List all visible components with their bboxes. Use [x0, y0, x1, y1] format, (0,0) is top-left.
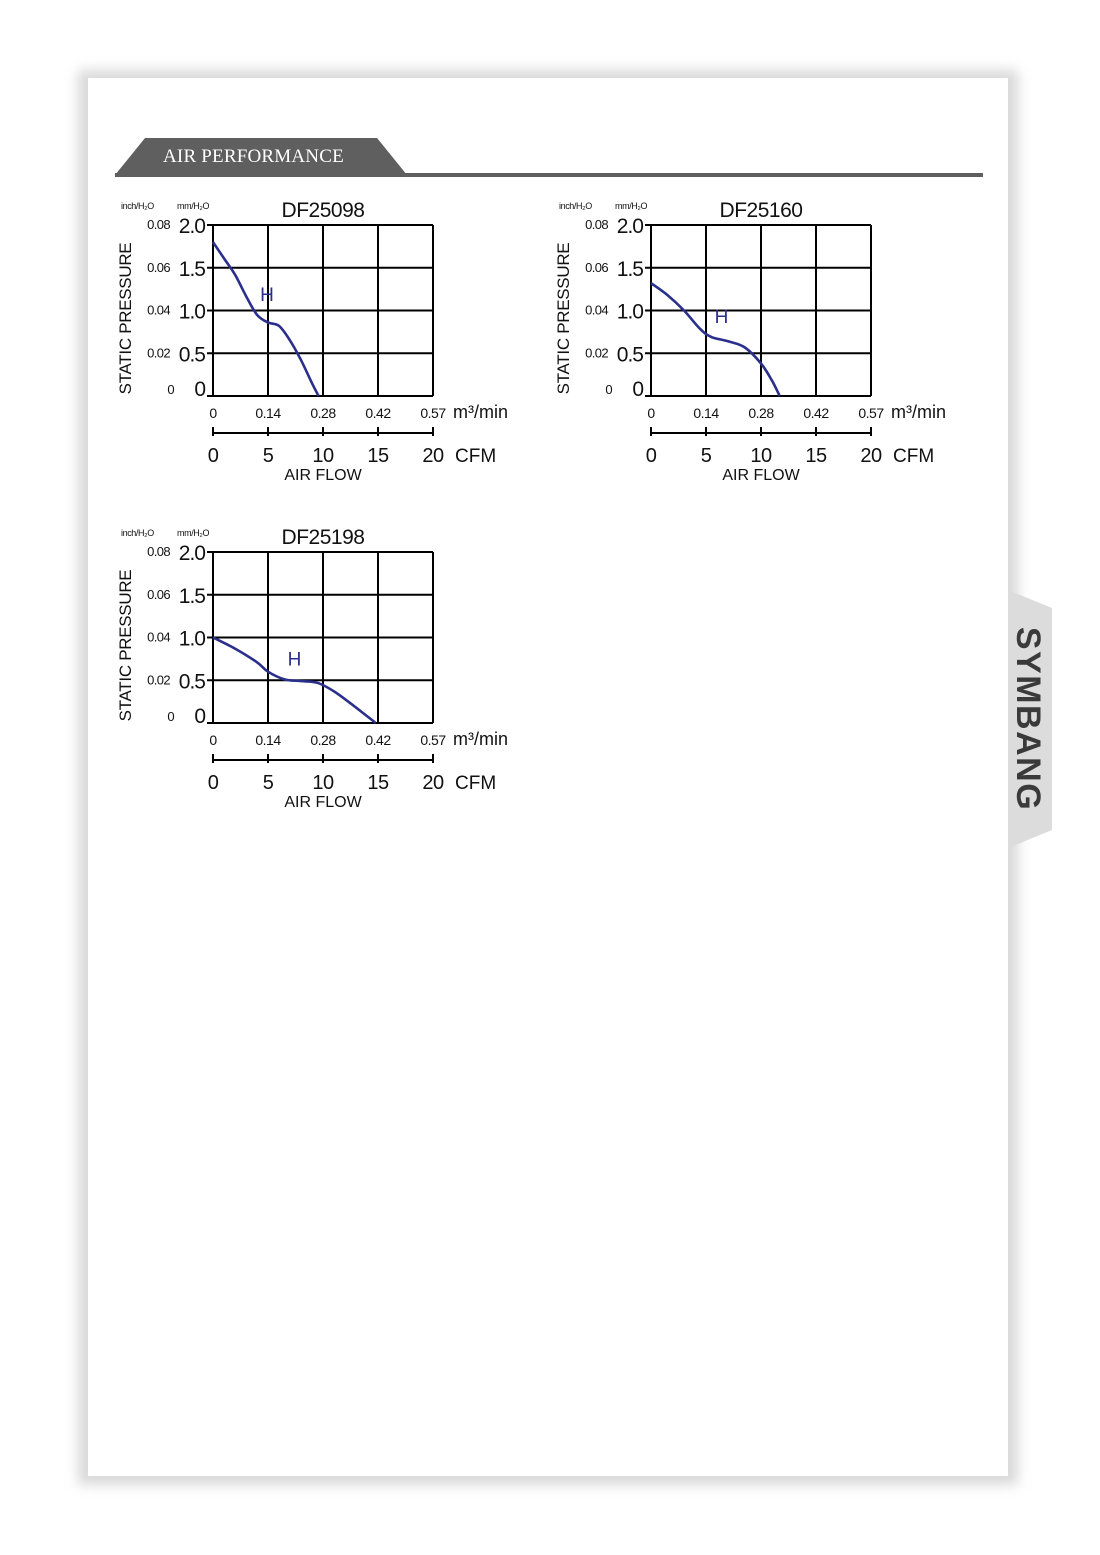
- series-label: H: [714, 307, 729, 329]
- x-tick-label-metric: 0: [209, 405, 217, 421]
- x-axis-title: AIR FLOW: [284, 467, 362, 484]
- y-tick-label-mm: 1.0: [616, 300, 643, 324]
- y-tick-label-inch: 0.02: [147, 672, 170, 688]
- y-tick-label-inch: 0.08: [147, 217, 170, 232]
- chart-df25160: [546, 195, 966, 495]
- y-tick-label-mm: 0: [194, 705, 205, 728]
- chart-svg: [546, 195, 966, 495]
- series-label: H: [287, 649, 302, 671]
- brand-side-tab: [1008, 590, 1052, 848]
- y-axis-title: STATIC PRESSURE: [554, 242, 573, 395]
- y-unit-mm-label: mm/H₂O: [615, 201, 648, 211]
- y-unit-inch-label: inch/H₂O: [121, 201, 154, 211]
- section-title: AIR PERFORMANCE: [163, 146, 344, 167]
- x-tick-label-cfm: 10: [750, 445, 772, 467]
- x-tick-label-metric: 0.57: [858, 405, 884, 421]
- x-tick-label-cfm: 15: [805, 445, 827, 467]
- y-tick-label-mm: 2.0: [616, 215, 643, 238]
- chart-title: DF25198: [281, 526, 365, 549]
- y-tick-label-inch: 0.06: [585, 259, 608, 275]
- x-tick-label-metric: 0.28: [310, 405, 336, 421]
- y-tick-label-inch: 0: [605, 382, 612, 397]
- y-tick-label-inch: 0.08: [585, 217, 608, 232]
- x-tick-label-metric: 0.14: [693, 405, 719, 421]
- y-tick-label-inch: 0: [167, 709, 174, 724]
- x-axis-title: AIR FLOW: [284, 794, 362, 811]
- x-tick-label-cfm: 15: [367, 445, 389, 467]
- x-tick-label-metric: 0.57: [420, 732, 446, 748]
- y-axis-title: STATIC PRESSURE: [116, 242, 135, 395]
- x-tick-label-cfm: 10: [312, 772, 334, 794]
- x-tick-label-metric: 0.28: [310, 732, 336, 748]
- x-axis-title: AIR FLOW: [722, 467, 800, 484]
- x-tick-label-metric: 0.42: [365, 405, 391, 421]
- x-tick-label-cfm: 0: [207, 772, 219, 794]
- brand-tab-shape: [1008, 590, 1052, 848]
- chart-df25198: [108, 522, 528, 822]
- y-tick-label-inch: 0.02: [585, 345, 608, 361]
- chart-svg: [108, 195, 528, 495]
- y-tick-label-inch: 0.04: [147, 629, 170, 645]
- chart-svg: [108, 522, 528, 822]
- y-tick-label-mm: 2.0: [178, 542, 205, 565]
- y-unit-inch-label: inch/H₂O: [121, 528, 154, 538]
- chart-title: DF25098: [281, 199, 365, 222]
- y-unit-inch-label: inch/H₂O: [559, 201, 592, 211]
- y-unit-mm-label: mm/H₂O: [177, 528, 210, 538]
- x-tick-label-metric: 0.14: [255, 405, 281, 421]
- x-tick-label-metric: 0.42: [365, 732, 391, 748]
- x-unit-cfm-label: CFM: [455, 446, 497, 467]
- x-tick-label-cfm: 5: [262, 772, 274, 794]
- y-tick-label-mm: 1.5: [178, 257, 205, 281]
- series-line-h: [213, 242, 319, 396]
- x-tick-label-cfm: 15: [367, 772, 389, 794]
- y-tick-label-mm: 0.5: [616, 343, 643, 367]
- x-tick-label-cfm: 20: [422, 772, 444, 794]
- y-unit-mm-label: mm/H₂O: [177, 201, 210, 211]
- y-tick-label-inch: 0.06: [147, 259, 170, 275]
- y-tick-label-mm: 1.0: [178, 627, 205, 651]
- y-tick-label-mm: 1.5: [178, 584, 205, 608]
- y-tick-label-mm: 1.0: [178, 300, 205, 324]
- y-tick-label-mm: 0: [632, 378, 643, 401]
- chart-df25098: [108, 195, 528, 495]
- x-tick-label-metric: 0: [209, 732, 217, 748]
- y-tick-label-mm: 1.5: [616, 257, 643, 281]
- y-tick-label-inch: 0.04: [585, 302, 608, 318]
- y-tick-label-mm: 0.5: [178, 343, 205, 367]
- x-tick-label-metric: 0.42: [803, 405, 829, 421]
- y-tick-label-inch: 0.06: [147, 586, 170, 602]
- y-tick-label-inch: 0.08: [147, 544, 170, 559]
- x-tick-label-metric: 0.28: [748, 405, 774, 421]
- y-axis-title: STATIC PRESSURE: [116, 569, 135, 722]
- x-tick-label-cfm: 0: [207, 445, 219, 467]
- x-unit-metric-label: m³/min: [891, 402, 946, 422]
- x-unit-metric-label: m³/min: [453, 729, 508, 749]
- y-tick-label-inch: 0: [167, 382, 174, 397]
- x-tick-label-metric: 0.57: [420, 405, 446, 421]
- x-tick-label-cfm: 10: [312, 445, 334, 467]
- y-tick-label-mm: 0: [194, 378, 205, 401]
- x-tick-label-cfm: 20: [860, 445, 882, 467]
- chart-title: DF25160: [719, 199, 803, 222]
- section-header: [115, 138, 983, 178]
- y-tick-label-mm: 2.0: [178, 215, 205, 238]
- x-tick-label-metric: 0: [647, 405, 655, 421]
- x-tick-label-metric: 0.14: [255, 732, 281, 748]
- x-unit-metric-label: m³/min: [453, 402, 508, 422]
- x-unit-cfm-label: CFM: [455, 773, 497, 794]
- x-unit-cfm-label: CFM: [893, 446, 935, 467]
- brand-logo-text: SYMBANG: [1009, 626, 1047, 812]
- y-tick-label-mm: 0.5: [178, 670, 205, 694]
- x-tick-label-cfm: 20: [422, 445, 444, 467]
- y-tick-label-inch: 0.02: [147, 345, 170, 361]
- x-tick-label-cfm: 5: [262, 445, 274, 467]
- y-tick-label-inch: 0.04: [147, 302, 170, 318]
- x-tick-label-cfm: 5: [700, 445, 712, 467]
- series-label: H: [260, 284, 274, 306]
- x-tick-label-cfm: 0: [645, 445, 657, 467]
